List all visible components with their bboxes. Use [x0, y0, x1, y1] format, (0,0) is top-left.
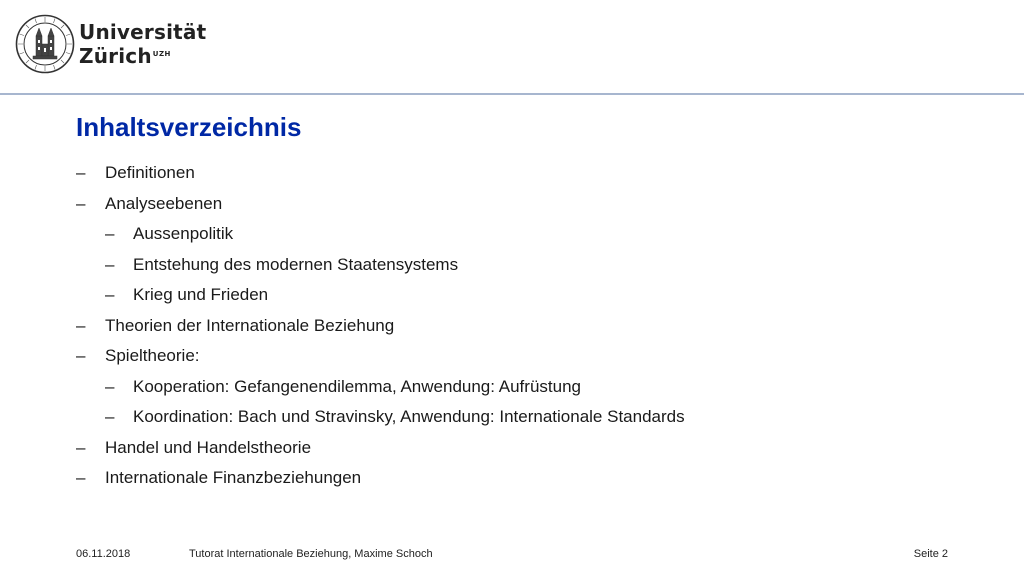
university-logo [15, 12, 206, 76]
toc-item-text: Aussenpolitik [133, 224, 234, 243]
toc-item-text: Handel und Handelstheorie [105, 437, 312, 457]
footer-page-number: Seite 2 [913, 548, 948, 560]
toc-item-bullet: – [76, 315, 86, 335]
wordmark-line-1: Universität [79, 20, 207, 44]
wordmark-city: Zürich [79, 44, 152, 68]
toc-item-bullet: – [76, 163, 86, 182]
wordmark-superscript: UZH [152, 50, 171, 58]
toc-item-text: Theorien der Internationale Beziehung [105, 315, 395, 335]
university-wordmark [79, 20, 206, 68]
toc-item-text: Analyseebenen [105, 193, 223, 213]
toc-item-text: Internationale Finanzbeziehungen [105, 468, 362, 487]
toc-item-text: Spieltheorie: [105, 346, 200, 365]
toc-item-bullet: – [105, 285, 115, 304]
toc-item-text: Kooperation: Gefangenendilemma, Anwendung: Aufrüstung [133, 376, 581, 396]
footer-date: 06.11.2018 [76, 548, 131, 560]
toc-item-text: Definitionen [105, 163, 195, 182]
toc-item-bullet: – [105, 254, 115, 274]
toc-item-bullet: – [76, 346, 86, 365]
toc-item-text: Entstehung des modernen Staatensystems [133, 254, 459, 274]
header-divider [0, 93, 1024, 95]
footer-presentation-title: Tutorat Internationale Beziehung, Maxime Schoch [189, 548, 433, 560]
toc-item-bullet: – [76, 437, 86, 457]
toc-item-text: Koordination: Bach und Stravinsky, Anwendung: Internationale Standards [133, 407, 685, 426]
toc-item-bullet: – [76, 468, 86, 487]
toc-item-bullet: – [105, 224, 115, 243]
university-seal-icon [15, 14, 75, 74]
toc-item-bullet: – [105, 376, 115, 396]
toc-item-bullet: – [76, 193, 86, 213]
toc-item-bullet: – [105, 407, 115, 426]
slide-title: Inhaltsverzeichnis [76, 112, 302, 142]
wordmark-line-2 [79, 44, 206, 68]
toc-item-text: Krieg und Frieden [133, 285, 269, 304]
